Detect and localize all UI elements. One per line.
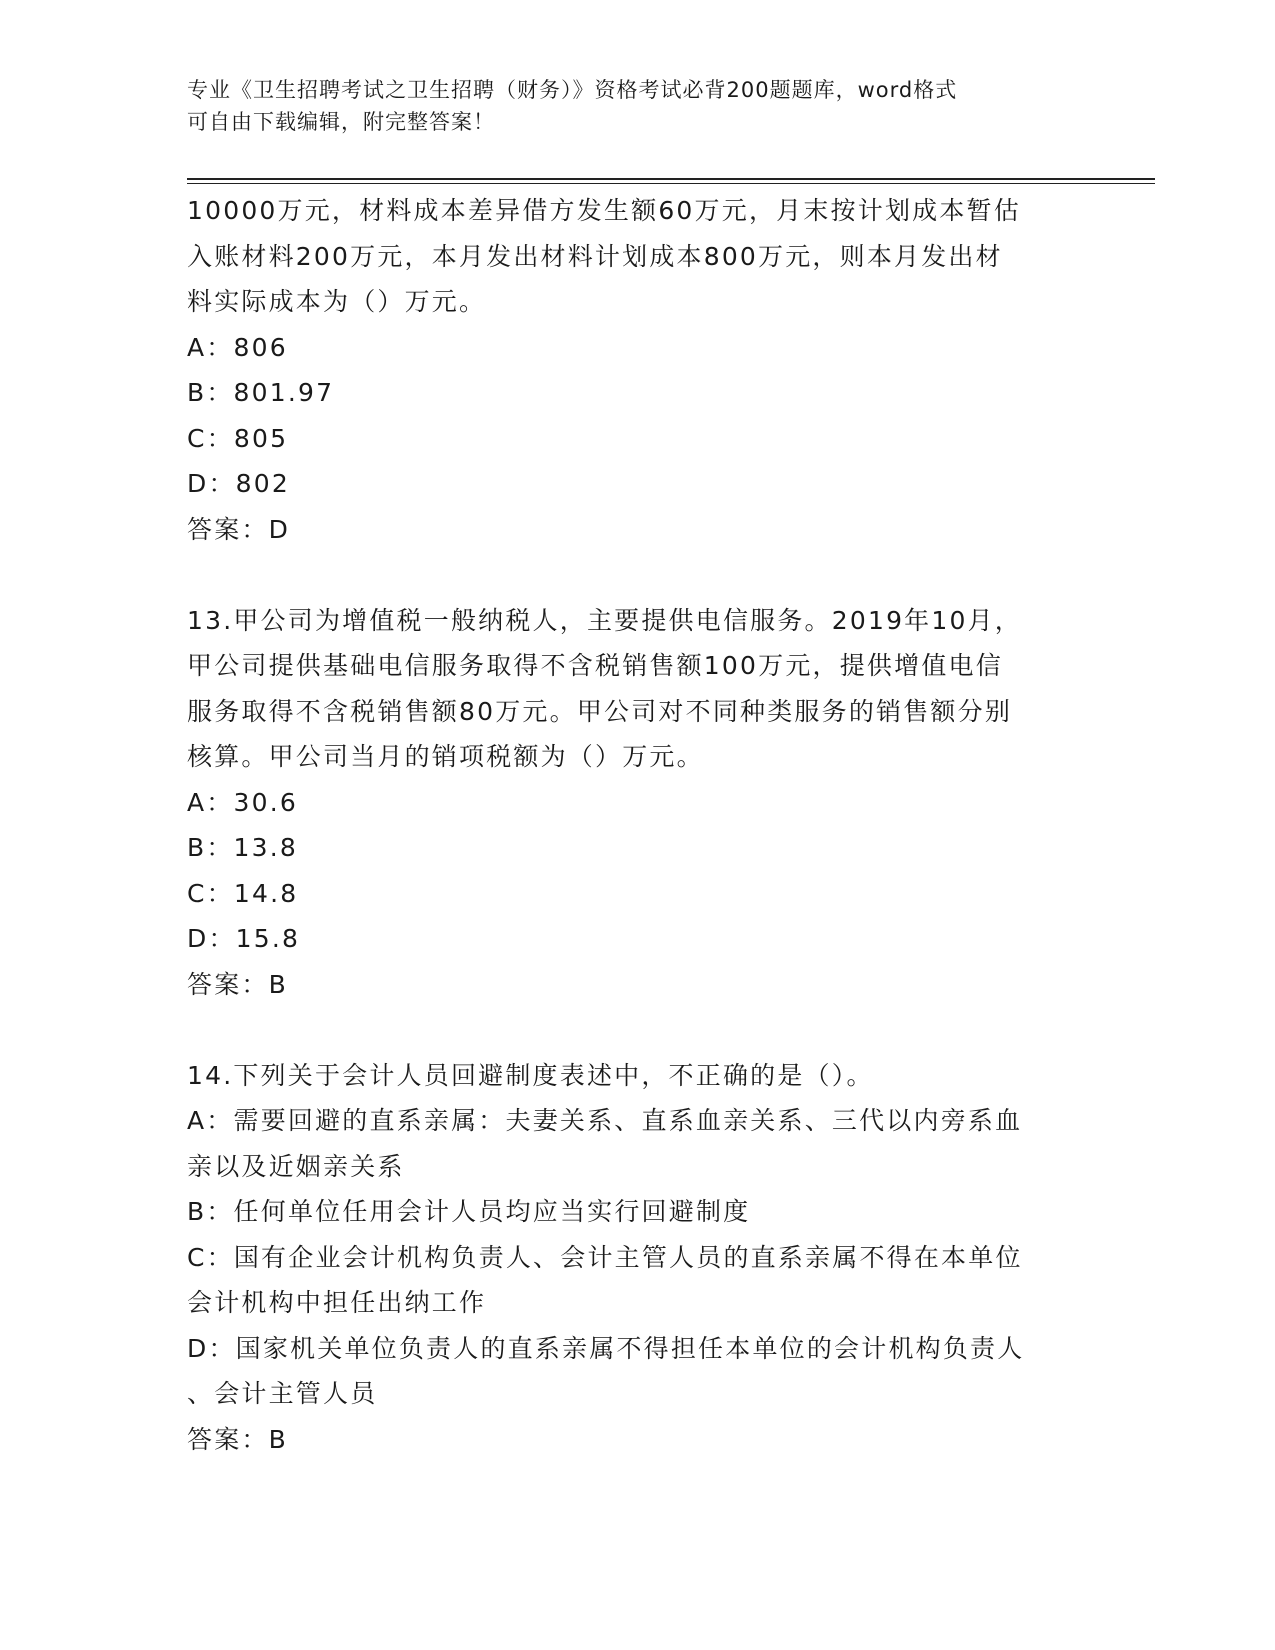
question-12 [187, 188, 1082, 552]
question-stem-line: 入账材料200万元，本月发出材料计划成本800万元，则本月发出材 [187, 241, 1003, 271]
option-d-line: D：国家机关单位负责人的直系亲属不得担任本单位的会计机构负责人 [187, 1333, 1025, 1363]
question-stem-line: 14.下列关于会计人员回避制度表述中，不正确的是（）。 [187, 1060, 874, 1090]
option-c: C：14.8 [187, 878, 299, 908]
answer-line: 答案：B [187, 1424, 288, 1454]
option-c-line: 会计机构中担任出纳工作 [187, 1288, 487, 1317]
question-stem-line: 核算。甲公司当月的销项税额为（）万元。 [187, 742, 704, 771]
option-d: D：802 [187, 469, 290, 498]
header-divider-thick [187, 178, 1155, 180]
option-d-line: 、会计主管人员 [187, 1379, 378, 1408]
answer-line: 答案：D [187, 514, 291, 544]
option-b: B：801.97 [187, 378, 335, 407]
document-header [187, 74, 1067, 138]
option-a: A：30.6 [187, 787, 298, 817]
option-a-line: 亲以及近姻亲关系 [187, 1151, 405, 1181]
question-stem-line: 料实际成本为（）万元。 [187, 287, 487, 316]
question-13 [187, 598, 1082, 1008]
answer-line: 答案：B [187, 969, 288, 999]
question-stem-line: 10000万元，材料成本差异借方发生额60万元，月末按计划成本暂估 [187, 196, 1021, 225]
header-title-line-2: 可自由下载编辑，附完整答案！ [187, 110, 495, 134]
option-b: B：13.8 [187, 833, 299, 862]
question-14 [187, 1053, 1082, 1463]
question-stem-line: 服务取得不含税销售额80万元。甲公司对不同种类服务的销售额分别 [187, 696, 1013, 726]
option-c: C：805 [187, 423, 289, 453]
option-c-line: C：国有企业会计机构负责人、会计主管人员的直系亲属不得在本单位 [187, 1242, 1023, 1272]
spacer [187, 552, 1082, 598]
question-stem-line: 甲公司提供基础电信服务取得不含税销售额100万元，提供增值电信 [187, 651, 1003, 680]
question-stem-line: 13.甲公司为增值税一般纳税人，主要提供电信服务。2019年10月， [187, 605, 1022, 635]
option-b-line: B：任何单位任用会计人员均应当实行回避制度 [187, 1197, 751, 1226]
spacer [187, 1007, 1082, 1053]
option-a: A：806 [187, 332, 288, 362]
question-content [187, 188, 1082, 1462]
header-title-line-1: 专业《卫生招聘考试之卫生招聘（财务）》资格考试必背200题题库，word格式 [187, 78, 958, 102]
option-d: D：15.8 [187, 924, 301, 953]
header-divider-thin [187, 183, 1155, 184]
option-a-line: A：需要回避的直系亲属：夫妻关系、直系血亲关系、三代以内旁系血 [187, 1106, 1023, 1135]
